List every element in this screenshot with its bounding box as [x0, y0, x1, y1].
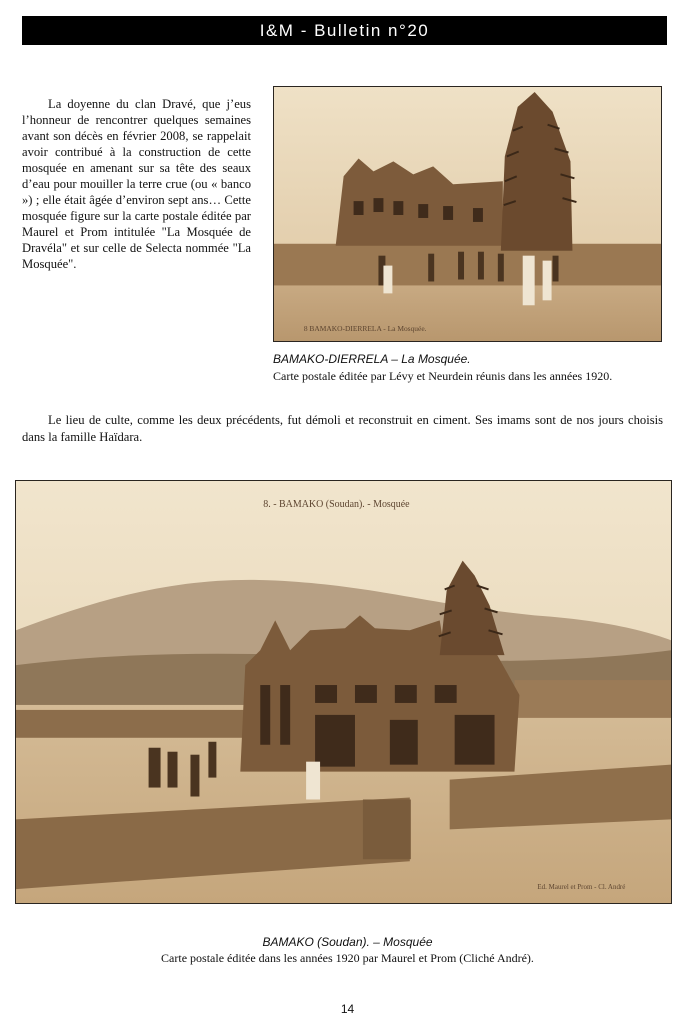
figure1-caption-text: Carte postale éditée par Lévy et Neurdein réunis dans les années 1920.	[273, 369, 613, 383]
postcard-publisher-credit: Ed. Maurel et Prom - Cl. André	[537, 883, 626, 892]
postcard-photo-dierrela	[273, 86, 662, 342]
postcard-label-dierrela: 8 BAMAKO-DIERRELA - La Mosquée.	[303, 324, 427, 334]
figure2-caption-text: Carte postale éditée dans les années 1920 par Maurel et Prom (Cliché André).	[161, 951, 534, 965]
postcard-label-bamako: 8. - BAMAKO (Soudan). - Mosquée	[263, 498, 410, 510]
header-title: I&M - Bulletin n°20	[259, 20, 430, 40]
page-number: 14	[340, 1002, 355, 1016]
intro-paragraph: La doyenne du clan Dravé, que j’eus l’honneur de rencontrer quelques semaines avant son décès en février 2008, se rappelait avoir contribué à la construction de cette mosquée en amenant sur sa tête des seaux d’eau pour mouiller la terre crue (ou « banco ») ; elle était âgée d’environ sept ans… Cette mosquée figure sur la carte postale éditée par Maurel et Prom intitulée "La Mosquée de Dravéla" et sur celle de Selecta nommée "La Mosquée".	[22, 97, 251, 271]
bulletin-header	[22, 16, 667, 45]
second-paragraph: Le lieu de culte, comme les deux précédents, fut démoli et reconstruit en ciment. Ses imams sont de nos jours choisis dans la famille Haïdara.	[22, 413, 663, 444]
figure2-caption-title: BAMAKO (Soudan). – Mosquée	[262, 935, 433, 949]
postcard-photo-bamako	[15, 480, 672, 904]
figure1-caption-title: BAMAKO-DIERRELA – La Mosquée.	[273, 352, 471, 366]
